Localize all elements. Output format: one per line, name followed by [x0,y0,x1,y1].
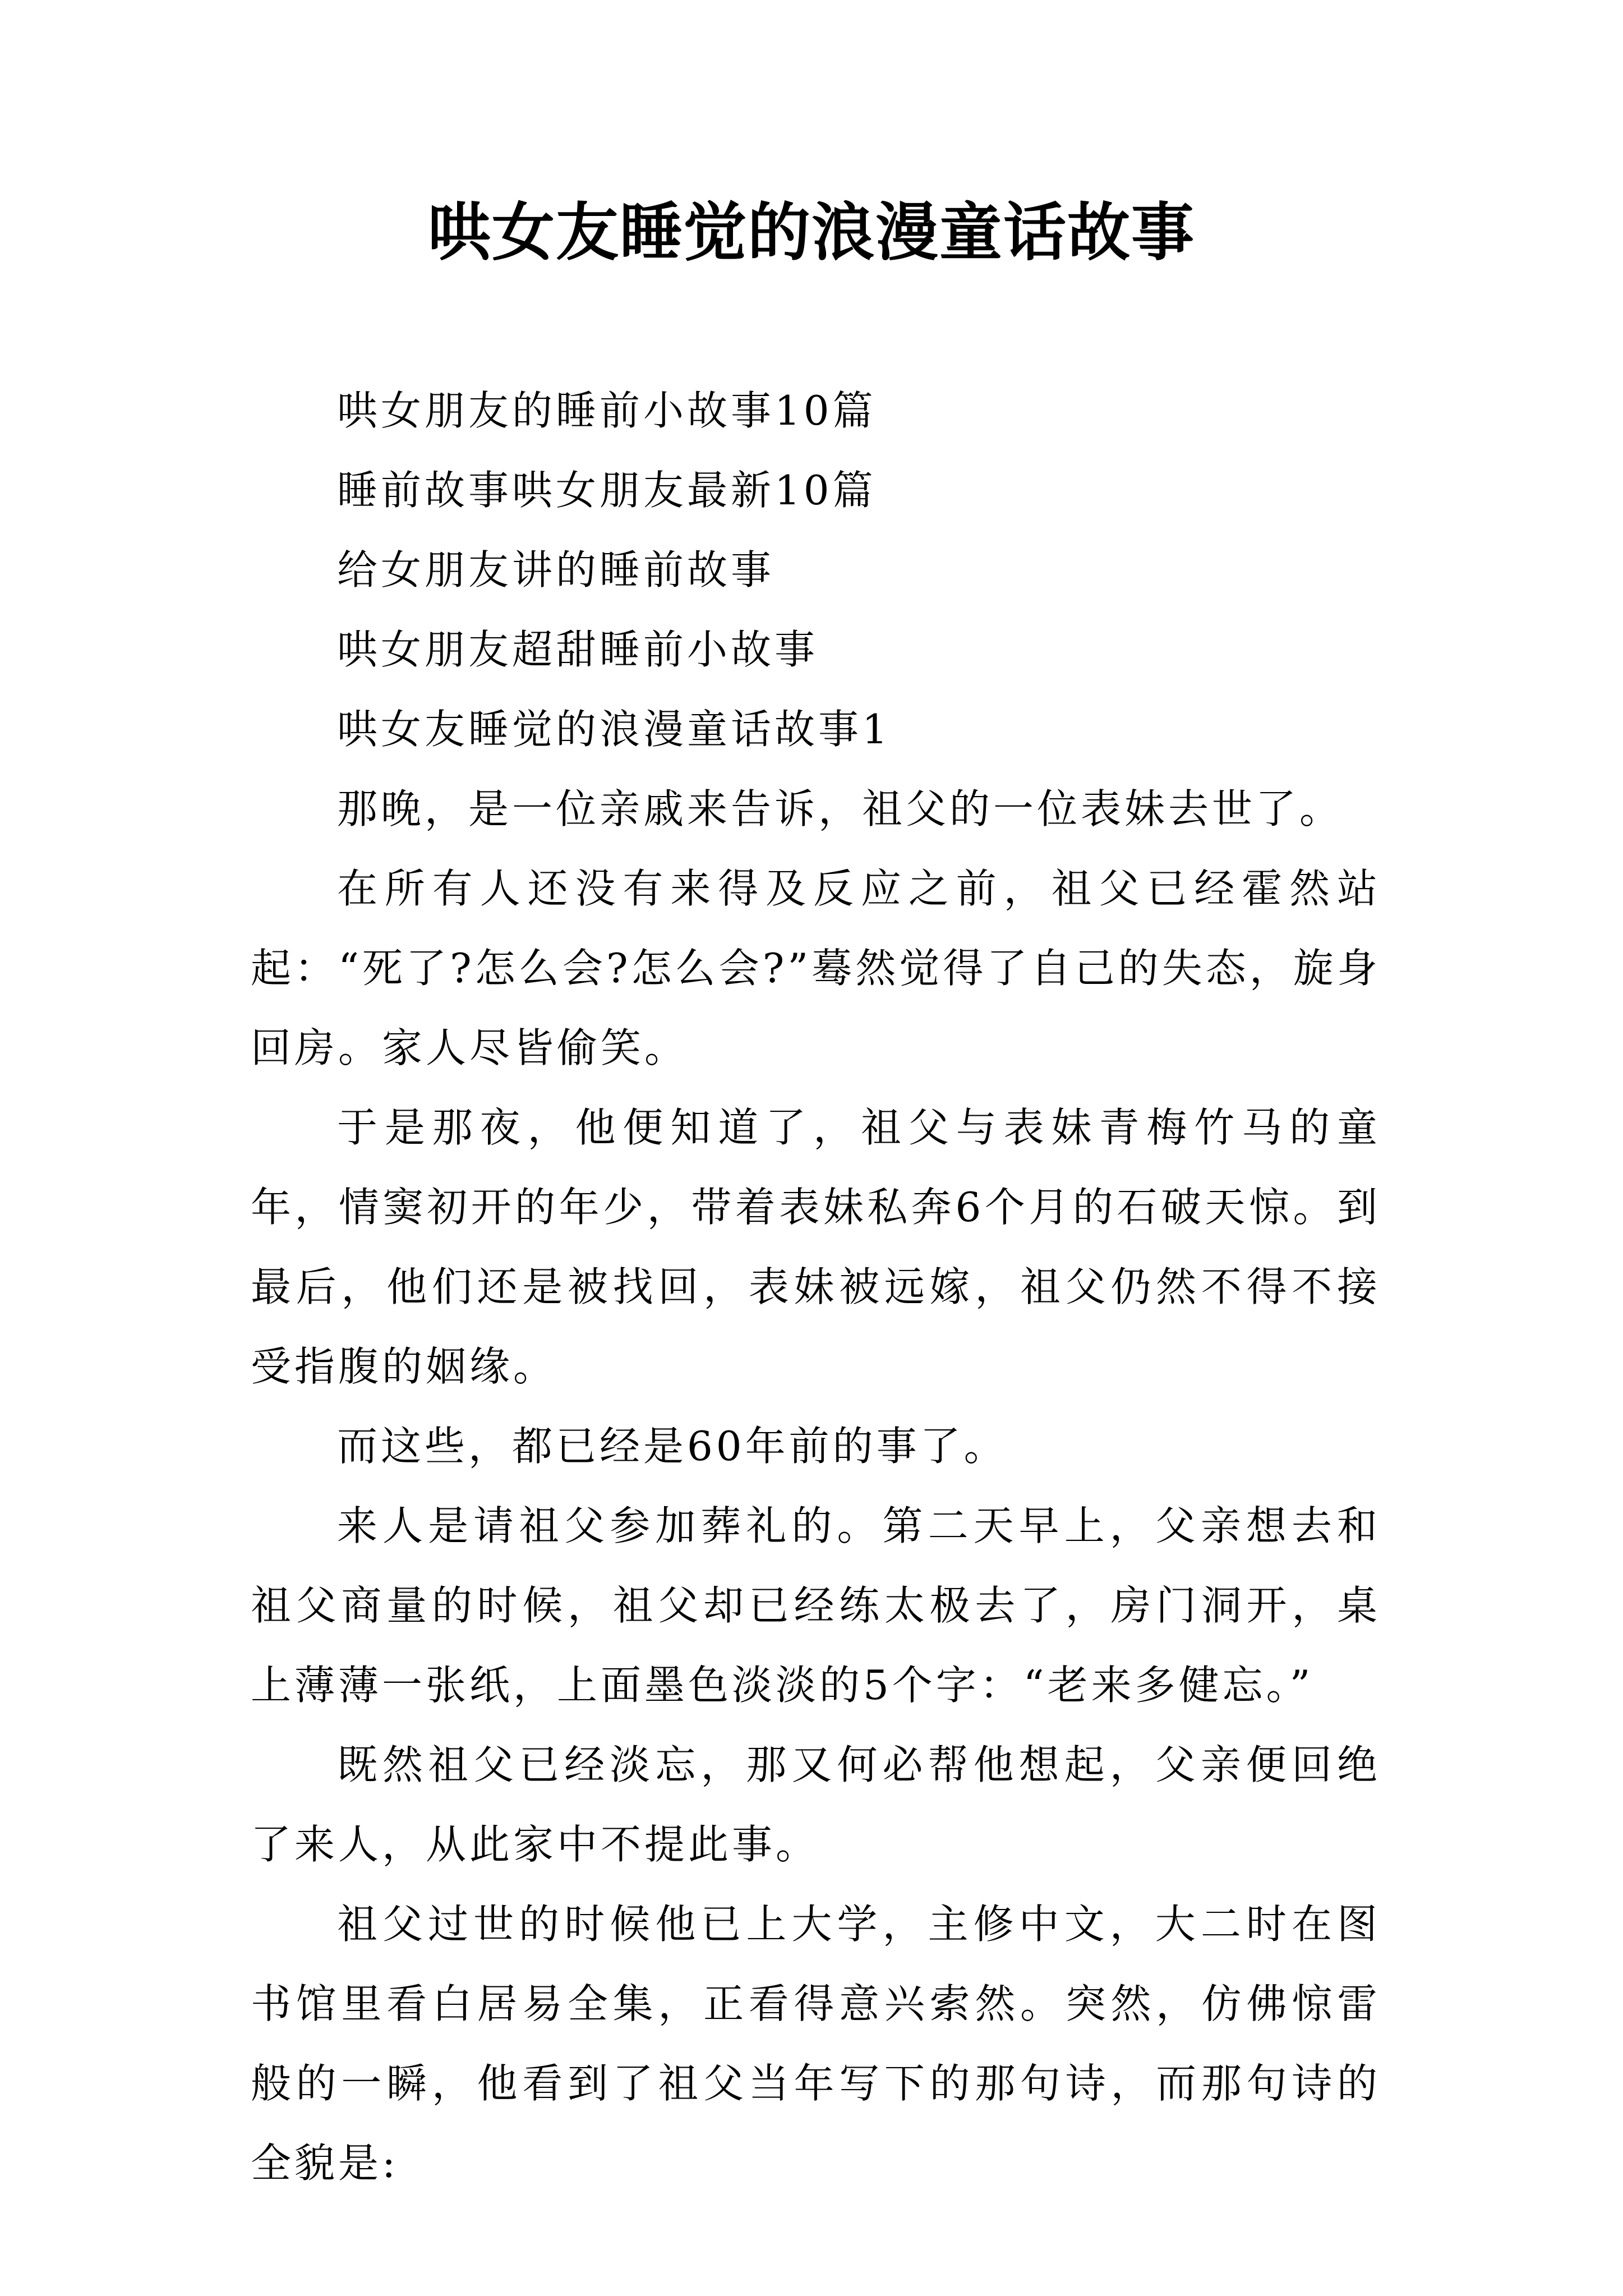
paragraph: 而这些，都已经是60年前的事了。 [337,1423,1008,1470]
related-link[interactable]: 睡前故事哄女朋友最新10篇 [337,467,877,514]
paragraph: 祖父过世的时候他已上大学，主修中文，大二时在图书馆里看白居易全集，正看得意兴索然。突然，仿佛惊雷般的一瞬，他看到了祖父当年写下的那句诗，而那句诗的全貌是: [251,1901,1381,2187]
related-link[interactable]: 给女朋友讲的睡前故事 [337,546,775,593]
document-body [251,371,1381,2203]
related-link[interactable]: 哄女朋友超甜睡前小故事 [337,626,819,673]
paragraph: 来人是请祖父参加葬礼的。第二天早上，父亲想去和祖父商量的时候，祖父却已经练太极去了，房门洞开，桌上薄薄一张纸，上面墨色淡淡的5个字：“老来多健忘。” [251,1502,1381,1709]
paragraph: 于是那夜，他便知道了，祖父与表妹青梅竹马的童年，情窦初开的年少，带着表妹私奔6个月的石破天惊。到最后，他们还是被找回，表妹被远嫁，祖父仍然不得不接受指腹的姻缘。 [251,1104,1381,1390]
section-heading: 哄女友睡觉的浪漫童话故事1 [337,706,891,753]
paragraph: 既然祖父已经淡忘，那又何必帮他想起，父亲便回绝了来人，从此家中不提此事。 [251,1741,1381,1868]
page-title: 哄女友睡觉的浪漫童话故事 [428,196,1195,269]
related-link[interactable]: 哄女朋友的睡前小故事10篇 [337,387,877,434]
paragraph: 那晚，是一位亲戚来告诉，祖父的一位表妹去世了。 [337,785,1344,832]
paragraph: 在所有人还没有来得及反应之前，祖父已经霍然站起：“死了?怎么会?怎么会?”蓦然觉得了自己的失态，旋身回房。家人尽皆偷笑。 [251,865,1381,1071]
